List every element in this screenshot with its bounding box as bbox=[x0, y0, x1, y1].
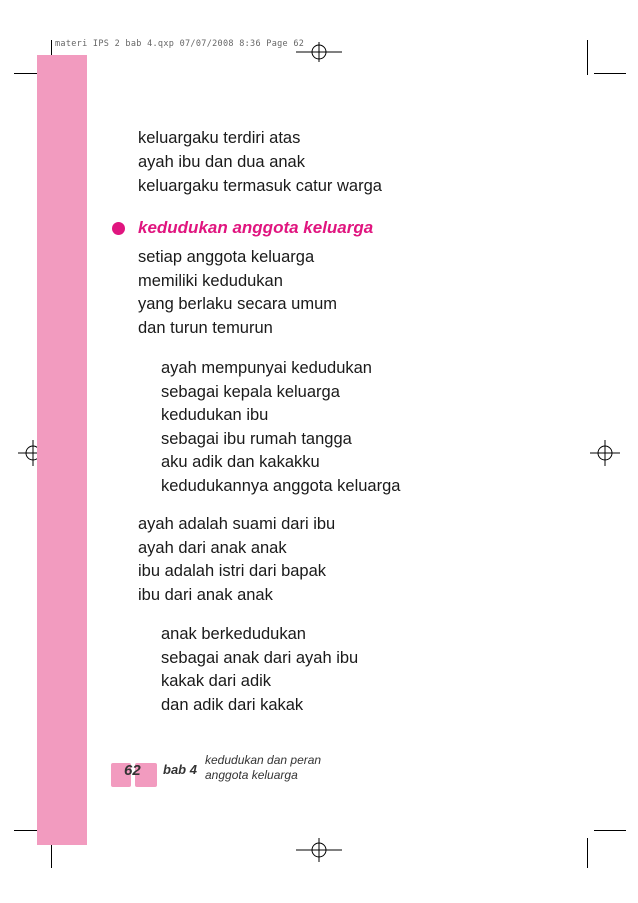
poem-line: keluargaku termasuk catur warga bbox=[138, 177, 382, 195]
poem-line: dan adik dari kakak bbox=[161, 696, 304, 714]
chapter-title bbox=[205, 753, 321, 783]
crop-mark bbox=[594, 830, 626, 831]
poem-line: aku adik dan kakakku bbox=[161, 453, 320, 471]
poem-line: kakak dari adik bbox=[161, 672, 272, 690]
poem-line: sebagai kepala keluarga bbox=[161, 383, 340, 401]
poem-line: kedudukan ibu bbox=[161, 406, 269, 424]
section-heading: kedudukan anggota keluarga bbox=[138, 218, 374, 237]
poem-line: ayah mempunyai kedudukan bbox=[161, 359, 372, 377]
poem-line: ayah dari anak anak bbox=[138, 539, 287, 557]
crop-mark bbox=[587, 838, 588, 868]
print-slug: materi IPS 2 bab 4.qxp 07/07/2008 8:36 Page 62 bbox=[55, 39, 305, 49]
poem-line: memiliki kedudukan bbox=[138, 272, 283, 290]
crop-mark bbox=[587, 40, 588, 75]
poem-line: keluargaku terdiri atas bbox=[138, 129, 301, 147]
poem-line: sebagai anak dari ayah ibu bbox=[161, 649, 359, 667]
chapter-label: bab 4 bbox=[163, 762, 197, 777]
page-number: 62 bbox=[124, 762, 141, 779]
bullet-icon bbox=[112, 222, 125, 235]
chapter-title-line: anggota keluarga bbox=[205, 768, 298, 782]
poem-line: yang berlaku secara umum bbox=[138, 295, 338, 313]
poem-line: sebagai ibu rumah tangga bbox=[161, 430, 352, 448]
poem-line: ibu adalah istri dari bapak bbox=[138, 562, 327, 580]
poem-line: setiap anggota keluarga bbox=[138, 248, 315, 266]
chapter-title-line: kedudukan dan peran bbox=[205, 753, 322, 767]
registration-mark-icon bbox=[296, 42, 342, 62]
registration-mark-icon bbox=[296, 838, 342, 862]
poem-line: ayah adalah suami dari ibu bbox=[138, 515, 336, 533]
poem-line: kedudukannya anggota keluarga bbox=[161, 477, 401, 495]
poem-line: anak berkedudukan bbox=[161, 625, 306, 643]
crop-mark bbox=[594, 73, 626, 74]
poem-line: ibu dari anak anak bbox=[138, 586, 273, 604]
registration-mark-icon bbox=[590, 440, 620, 466]
margin-band bbox=[37, 55, 87, 845]
poem-line: ayah ibu dan dua anak bbox=[138, 153, 305, 171]
poem-line: dan turun temurun bbox=[138, 319, 273, 337]
